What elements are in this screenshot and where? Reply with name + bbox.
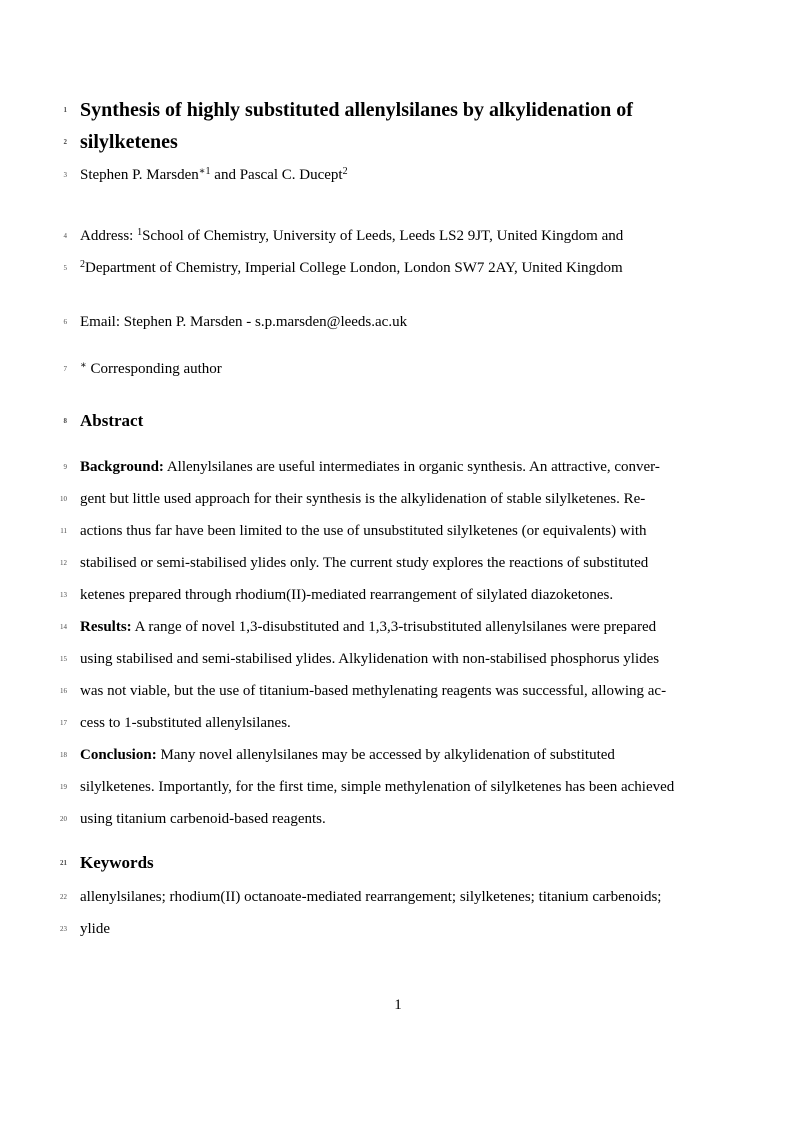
corresponding-author-line [63, 353, 716, 385]
abstract-line [60, 803, 716, 835]
author-name: Stephen P. Marsden [80, 167, 199, 183]
abstract-text: A range of novel 1,3-disubstituted and 1,3,3-trisubstituted allenylsilanes were prepared [131, 619, 657, 635]
title-line-1 [63, 94, 716, 126]
abstract-line [60, 739, 716, 771]
page-number: 1 [394, 997, 402, 1013]
affiliation-marker: 2 [80, 259, 85, 270]
line-number: 8 [63, 417, 67, 425]
abstract-line [60, 675, 716, 707]
abstract-lead-label: Results: [80, 619, 132, 635]
abstract-line [63, 451, 716, 483]
line-number: 18 [60, 751, 67, 759]
keywords-heading [60, 847, 716, 879]
line-number: 19 [60, 783, 67, 791]
line-number: 10 [60, 495, 67, 503]
keywords-line [60, 913, 716, 945]
abstract-text: stabilised or semi-stabilised ylides only. The current study explores the reactions of substituted [80, 555, 649, 571]
authors-line [63, 159, 716, 191]
author-affiliation-marker: ∗1 [198, 166, 211, 177]
abstract-text: using stabilised and semi-stabilised ylides. Alkylidenation with non-stabilised phosphorus ylides [80, 651, 660, 667]
line-number: 22 [60, 893, 67, 901]
abstract-heading [63, 405, 716, 437]
line-number: 23 [60, 925, 67, 933]
address-line-2 [63, 252, 716, 284]
corresponding-marker: ∗ [80, 360, 87, 371]
abstract-text: cess to 1-substituted allenylsilanes. [80, 715, 291, 731]
title-line-2 [63, 126, 716, 158]
keywords-line [60, 881, 716, 913]
abstract-text: Allenylsilanes are useful intermediates in organic synthesis. An attractive, conver- [163, 459, 660, 475]
line-number: 4 [63, 232, 67, 240]
author-name: and Pascal C. Ducept [210, 167, 343, 183]
line-number: 7 [63, 365, 67, 373]
abstract-text: actions thus far have been limited to the use of unsubstituted silylketenes (or equivalents) with [80, 523, 647, 539]
address-line-1 [63, 220, 716, 252]
abstract-lead-label: Conclusion: [80, 747, 157, 763]
line-number: 21 [60, 859, 67, 867]
email-line [63, 306, 716, 338]
line-number: 11 [60, 527, 67, 535]
abstract-text: was not viable, but the use of titanium-based methylenating reagents was successful, allowing ac- [80, 683, 667, 699]
line-number: 17 [60, 719, 67, 727]
abstract-line [60, 579, 716, 611]
affiliation-marker: 1 [137, 227, 143, 238]
abstract-line [60, 643, 716, 675]
abstract-text: gent but little used approach for their synthesis is the alkylidenation of stable silylketenes. Re- [80, 491, 646, 507]
line-number: 5 [63, 264, 67, 272]
abstract-line [60, 707, 716, 739]
abstract-line [60, 611, 716, 643]
line-number: 1 [63, 106, 67, 114]
address-text: School of Chemistry, University of Leeds, Leeds LS2 9JT, United Kingdom and [142, 228, 624, 244]
abstract-text: using titanium carbenoid-based reagents. [80, 811, 326, 827]
line-number: 3 [63, 171, 67, 179]
line-number: 15 [60, 655, 67, 663]
address-prefix: Address: [80, 228, 138, 244]
line-number: 6 [63, 318, 67, 326]
line-number: 12 [60, 559, 67, 567]
keywords-text: allenylsilanes; rhodium(II) octanoate-mediated rearrangement; silylketenes; titanium carbenoids; [80, 889, 662, 905]
author-affiliation-marker: 2 [342, 166, 348, 177]
abstract-line [60, 771, 716, 803]
section-heading-text: Keywords [80, 853, 154, 872]
line-number: 20 [60, 815, 67, 823]
email-text: Email: Stephen P. Marsden - s.p.marsden@leeds.ac.uk [80, 314, 408, 330]
abstract-line [60, 547, 716, 579]
page-content [60, 94, 716, 945]
line-number: 2 [63, 138, 67, 146]
address-text: Department of Chemistry, Imperial College London, London SW7 2AY, United Kingdom [85, 260, 623, 276]
line-number: 14 [60, 623, 67, 631]
abstract-text: ketenes prepared through rhodium(II)-mediated rearrangement of silylated diazoketones. [80, 587, 614, 603]
paper-title-text: Synthesis of highly substituted allenylsilanes by alkylidenation of [80, 99, 633, 121]
line-number: 9 [63, 463, 67, 471]
keywords-text: ylide [80, 921, 110, 937]
abstract-line [60, 483, 716, 515]
abstract-text: Many novel allenylsilanes may be accessed by alkylidenation of substituted [156, 747, 615, 763]
section-heading-text: Abstract [80, 411, 144, 430]
line-number: 16 [60, 687, 67, 695]
line-number: 13 [60, 591, 67, 599]
abstract-line [60, 515, 716, 547]
paper-title-text: silylketenes [80, 131, 178, 153]
corresponding-text: Corresponding author [86, 361, 222, 377]
abstract-text: silylketenes. Importantly, for the first time, simple methylenation of silylketenes has been achieved [80, 779, 675, 795]
abstract-lead-label: Background: [80, 459, 164, 475]
